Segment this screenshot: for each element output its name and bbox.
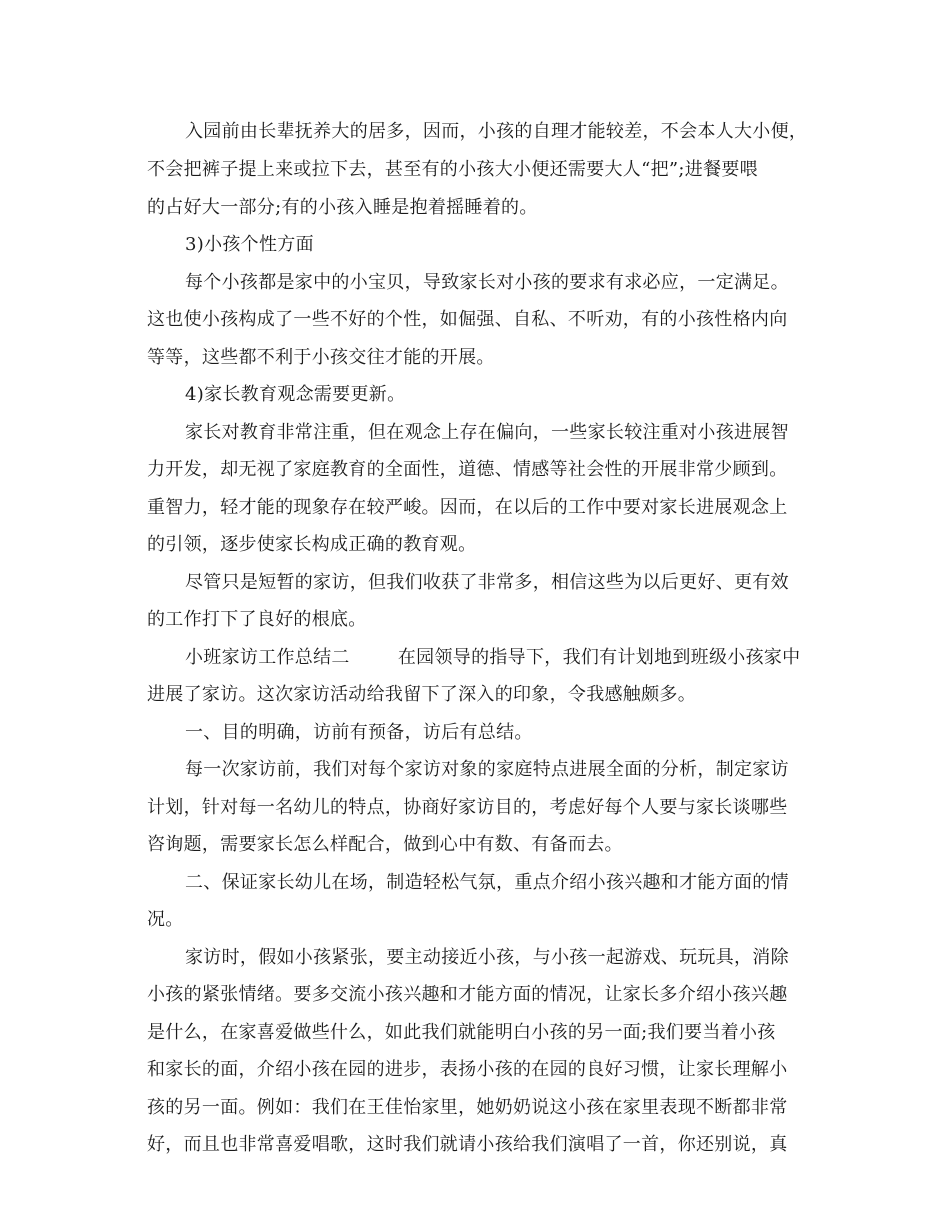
text-line: 4)家长教育观念需要更新。	[185, 384, 406, 405]
section-heading: 小班家访工作总结二 在园领导的指导下，我们有计划地到班级小孩家中	[185, 647, 801, 668]
text-line: 小孩的紧张情绪。要多交流小孩兴趣和才能方面的情况，让家长多介绍小孩兴趣	[147, 984, 788, 1005]
text-line: 的占好大一部分;有的小孩入睡是抱着摇睡着的。	[147, 197, 538, 218]
text-line: 计划，针对每一名幼儿的特点，协商好家访目的，考虑好每个人要与家长谈哪些	[147, 797, 788, 818]
text-line: 入园前由长辈抚养大的居多，因而，小孩的自理才能较差，不会本人大小便，	[185, 121, 808, 142]
text-line: 好，而且也非常喜爱唱歌，这时我们就请小孩给我们演唱了一首，你还别说，真	[147, 1134, 788, 1155]
text-line: 和家长的面，介绍小孩在园的进步，表扬小孩的在园的良好习惯，让家长理解小	[147, 1059, 788, 1080]
text-line: 况。	[147, 909, 184, 930]
text-line: 家访时，假如小孩紧张，要主动接近小孩，与小孩一起游戏、玩玩具，消除	[185, 947, 789, 968]
text-line: 每一次家访前，我们对每个家访对象的家庭特点进展全面的分析，制定家访	[185, 759, 789, 780]
text-line: 尽管只是短暂的家访，但我们收获了非常多，相信这些为以后更好、更有效	[185, 572, 789, 593]
subheading: 二、保证家长幼儿在场，制造轻松气氛，重点介绍小孩兴趣和才能方面的情	[185, 872, 789, 893]
text-line: 是什么，在家喜爱做些什么，如此我们就能明白小孩的另一面;我们要当着小孩	[147, 1022, 776, 1043]
subheading: 一、目的明确，访前有预备，访后有总结。	[185, 722, 533, 743]
text-line: 的工作打下了良好的根底。	[147, 609, 367, 630]
text-line: 不会把裤子提上来或拉下去，甚至有的小孩大小便还需要大人“把”;进餐要喂	[147, 159, 758, 180]
text-line: 家长对教育非常注重，但在观念上存在偏向，一些家长较注重对小孩进展智	[185, 422, 789, 443]
text-line: 重智力，轻才能的现象存在较严峻。因而，在以后的工作中要对家长进展观念上	[147, 497, 788, 518]
text-line: 3)小孩个性方面	[185, 234, 314, 255]
text-line: 咨询题，需要家长怎么样配合，做到心中有数、有备而去。	[147, 834, 623, 855]
text-line: 等等，这些都不利于小孩交往才能的开展。	[147, 347, 495, 368]
text-line: 这也使小孩构成了一些不好的个性，如倔强、自私、不听劝，有的小孩性格内向	[147, 309, 788, 330]
text-line: 力开发，却无视了家庭教育的全面性，道德、情感等社会性的开展非常少顾到。	[147, 459, 788, 480]
text-line: 孩的另一面。例如：我们在王佳怡家里，她奶奶说这小孩在家里表现不断都非常	[147, 1097, 788, 1118]
text-line: 的引领，逐步使家长构成正确的教育观。	[147, 534, 477, 555]
text-line: 进展了家访。这次家访活动给我留下了深入的印象，令我感触颇多。	[147, 684, 696, 705]
text-line: 每个小孩都是家中的小宝贝，导致家长对小孩的要求有求必应，一定满足。	[185, 272, 789, 293]
